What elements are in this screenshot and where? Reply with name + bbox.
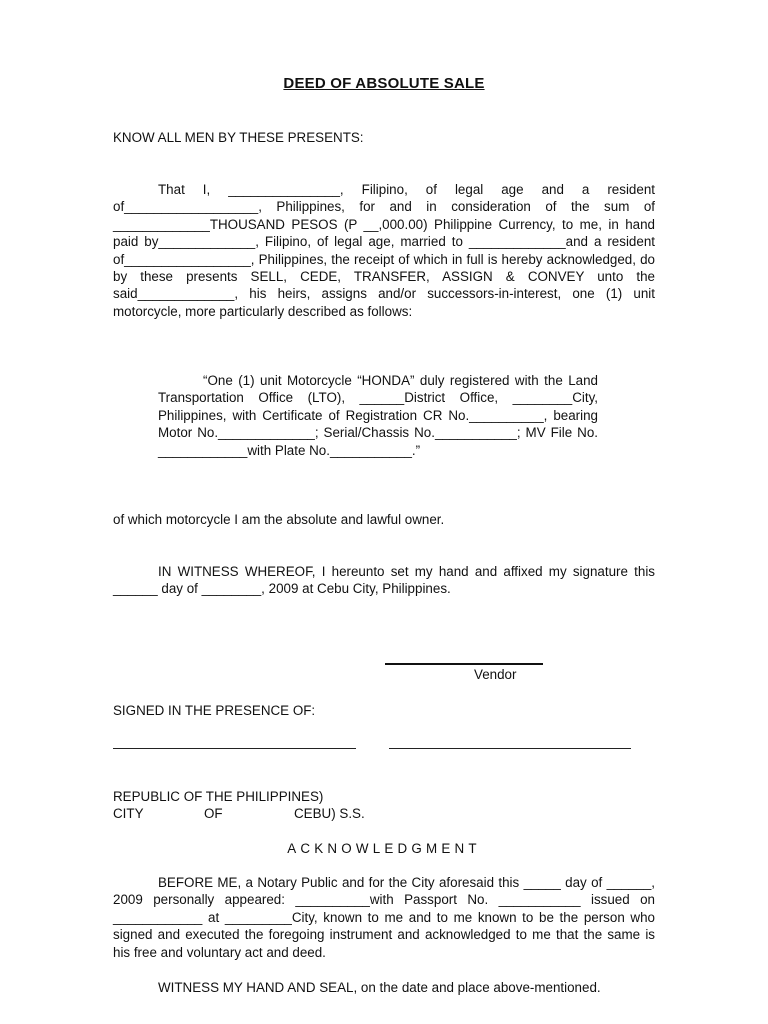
city-word: CITY (113, 806, 144, 821)
witness-paragraph: IN WITNESS WHEREOF, I hereunto set my hand and affixed my signature this ______ day of ________, 2009 at Cebu City, Philippines. (113, 564, 655, 597)
document-title: DEED OF ABSOLUTE SALE (283, 75, 485, 92)
motorcycle-description: “One (1) unit Motorcycle “HONDA” duly registered with the Land Transportation Office (LTO), ______District Office, ________City, Philippines, with Certificate of Registration CR No.__________, bearing Motor No._____________; Serial/Chassis No.___________; MV File No. ____________with Plate No.___________.” (158, 373, 598, 458)
sale-paragraph: That I, _______________, Filipino, of legal age and a resident of__________________, Philippines, for and in consideration of the sum of _____________THOUSAND PESOS (P __,000.00) Philippine Currency, to me, in hand paid by_____________, Filipino, of legal age, married to _____________and a resident of_________________, Philippines, the receipt of which in full is hereby acknowledged, do by these presents SELL, CEDE, TRANSFER, ASSIGN & CONVEY unto the said_____________, his heirs, assigns and/or successors-in-interest, one (1) unit motorcycle, more particularly described as follows: (113, 182, 655, 319)
vendor-signature-line (385, 653, 543, 665)
greeting: KNOW ALL MEN BY THESE PRESENTS: (113, 130, 364, 145)
vendor-label: Vendor (474, 667, 517, 682)
owner-statement: of which motorcycle I am the absolute and lawful owner. (113, 512, 445, 527)
acknowledgment-heading: ACKNOWLEDGMENT (287, 841, 481, 856)
cebu-ss: CEBU) S.S. (294, 806, 365, 821)
notary-paragraph: BEFORE ME, a Notary Public and for the City aforesaid this _____ day of ______, 2009 personally appeared: __________with Passport No. ___________ issued on ____________ at _________City, known to me and to me known to be the person who signed and executed the foregoing instrument and acknowledged to me that the same is his free and voluntary act and deed. (113, 875, 655, 960)
witness-hand-paragraph: WITNESS MY HAND AND SEAL, on the date and place above-mentioned. (158, 980, 601, 995)
witness-signature-line-1 (113, 748, 356, 749)
republic-line: REPUBLIC OF THE PHILIPPINES) (113, 789, 324, 804)
witness-signature-line-2 (389, 748, 631, 749)
of-word: OF (204, 806, 223, 821)
signed-presence-heading: SIGNED IN THE PRESENCE OF: (113, 703, 316, 718)
